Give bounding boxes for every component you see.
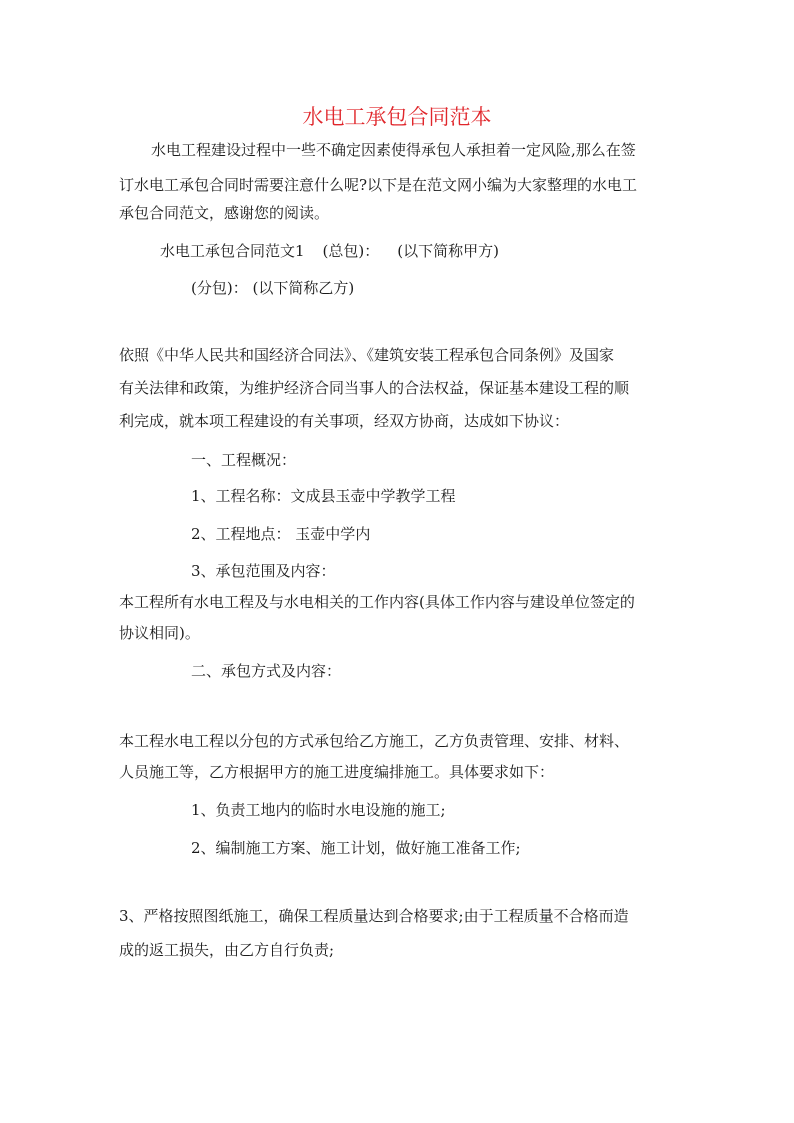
party-a-note: (以下简称甲方) [397,242,499,260]
document-title: 水电工承包合同范本 [302,105,492,129]
intro-line-1: 水电工程建设过程中一些不确定因素使得承包人承担着一定风险,那么在签 [151,141,636,159]
section2-item-3-line-1: 3、严格按照图纸施工，确保工程质量达到合格要求;由于工程质量不合格而造 [119,907,629,925]
section1-content-1: 本工程所有水电工程及与水电相关的工作内容(具体工作内容与建设单位签定的 [119,593,635,611]
section2-item-2: 2、编制施工方案、施工计划，做好施工准备工作; [191,839,521,857]
section1-item-1: 1、工程名称：文成县玉壶中学教学工程 [191,487,456,505]
basis-line-2: 有关法律和政策，为维护经济合同当事人的合法权益，保证基本建设工程的顺 [119,379,630,397]
section2-item-3-line-2: 成的返工损失，由乙方自行负责; [119,941,335,959]
contract-heading-label: 水电工承包合同范文1 [160,242,305,260]
basis-line-1: 依照《中华人民共和国经济合同法》、《建筑安装工程承包合同条例》及国家 [119,346,615,364]
section2-content-2: 人员施工等，乙方根据甲方的施工进度编排施工。具体要求如下： [119,763,555,781]
intro-line-3: 承包合同范文，感谢您的阅读。 [119,204,330,222]
section2-heading: 二、承包方式及内容： [191,662,342,680]
section2-item-1: 1、负责工地内的临时水电设施的施工; [191,801,446,819]
party-a-label: (总包)： [322,242,380,260]
party-b-line: (分包)： (以下简称乙方) [191,279,355,297]
section1-item-2: 2、工程地点： 玉壶中学内 [191,525,371,543]
section1-item-3: 3、承包范围及内容： [191,562,336,580]
section2-content-1: 本工程水电工程以分包的方式承包给乙方施工，乙方负责管理、安排、材料、 [119,732,630,750]
intro-line-2: 订水电工承包合同时需要注意什么呢?以下是在范文网小编为大家整理的水电工 [119,176,638,194]
contract-heading-line [160,241,680,261]
section1-heading: 一、工程概况： [191,451,297,469]
section1-content-2: 协议相同)。 [119,624,200,642]
basis-line-3: 利完成，就本项工程建设的有关事项，经双方协商，达成如下协议： [119,412,570,430]
